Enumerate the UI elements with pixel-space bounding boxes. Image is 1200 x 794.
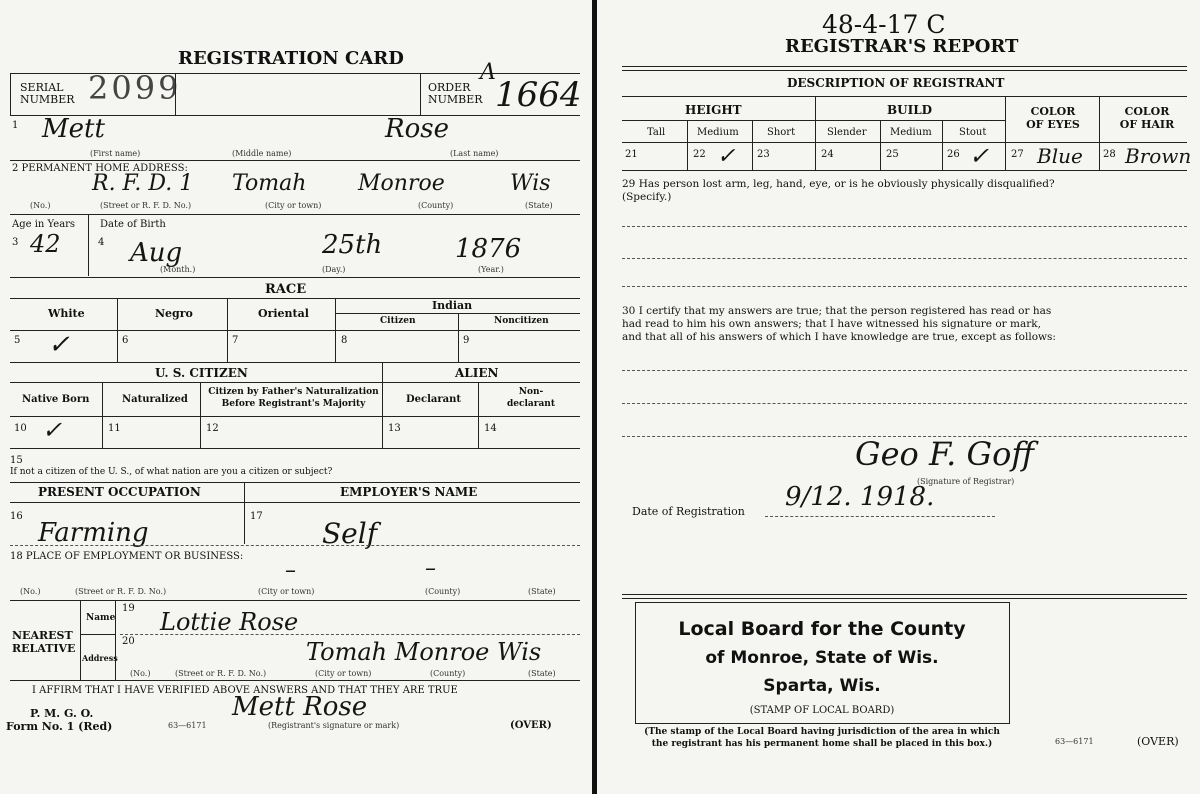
relative-address: Tomah Monroe Wis	[306, 638, 542, 666]
employer-heading: EMPLOYER'S NAME	[340, 485, 478, 499]
alien-heading: ALIEN	[455, 366, 499, 380]
native-born-label: Native Born	[22, 394, 90, 405]
field-number-14: 14	[484, 423, 497, 434]
stamp-caption: (STAMP OF LOCAL BOARD)	[749, 705, 895, 716]
caption-state-3: (State)	[528, 669, 556, 678]
form-code-left: 63—6171	[168, 721, 207, 730]
caption-last-name: (Last name)	[450, 149, 499, 158]
father-naturalization-2: Before Registrant's Majority	[221, 399, 366, 409]
field-number-5: 5	[14, 335, 21, 346]
field-number-24: 24	[821, 149, 834, 160]
over-left: (OVER)	[510, 720, 552, 731]
caption-no-3: (No.)	[130, 669, 151, 678]
field-number-11: 11	[108, 423, 121, 434]
age-value: 42	[30, 230, 61, 258]
registration-card	[0, 0, 592, 794]
certification-line-3: and that all of his answers of which I have knowledge are true, except as follows:	[622, 331, 1056, 343]
address-label: 2 PERMANENT HOME ADDRESS:	[12, 163, 188, 174]
relative-address-label: Address	[82, 653, 118, 663]
race-heading: RACE	[265, 282, 307, 297]
stout-mark: ✓	[969, 142, 990, 170]
field-number-21: 21	[625, 149, 638, 160]
signature-caption: (Registrant's signature or mark)	[268, 721, 400, 730]
occupation-heading: PRESENT OCCUPATION	[38, 485, 201, 499]
non-declarant-1: Non-	[518, 387, 544, 397]
stamp-line-2: of Monroe, State of Wis.	[705, 648, 939, 668]
field-number-19: 19	[122, 603, 135, 614]
caption-no-2: (No.)	[20, 587, 41, 596]
caption-state: (State)	[525, 201, 553, 210]
field-number-13: 13	[388, 423, 401, 434]
over-right: (OVER)	[1137, 735, 1179, 748]
stamp-note-1: (The stamp of the Local Board having jurisdiction of the area in which	[644, 727, 1000, 737]
stamp-line-3: Sparta, Wis.	[763, 676, 881, 696]
us-citizen-heading: U. S. CITIZEN	[155, 366, 248, 380]
field-number-23: 23	[757, 149, 770, 160]
caption-middle-name: (Middle name)	[232, 149, 292, 158]
field-number-22: 22	[693, 149, 706, 160]
naturalized-label: Naturalized	[122, 394, 188, 405]
field-number-10: 10	[14, 423, 27, 434]
date-label: Date of Registration	[632, 505, 745, 518]
color-eyes-2: OF EYES	[1026, 118, 1080, 131]
occupation-value: Farming	[38, 518, 149, 548]
dob-label: Date of Birth	[100, 219, 166, 230]
field-number-16: 16	[10, 511, 23, 522]
place-dash-1: –	[285, 558, 296, 583]
last-name: Rose	[385, 114, 449, 144]
form-code-right: 63—6171	[1055, 737, 1094, 746]
caption-month: (Month.)	[160, 265, 196, 274]
caption-year: (Year.)	[478, 265, 504, 274]
file-number: 48-4-17 C	[822, 10, 946, 39]
field-number-4: 4	[98, 237, 105, 248]
certification-line-1: 30 I certify that my answers are true; that the person registered has read or has	[622, 305, 1052, 317]
father-naturalization-1: Citizen by Father's Naturalization	[208, 387, 379, 397]
address-rfd: R. F. D. 1	[92, 171, 194, 196]
race-citizen: Citizen	[380, 316, 416, 326]
stout-label: Stout	[959, 127, 987, 138]
race-indian: Indian	[432, 299, 473, 312]
race-white: White	[48, 307, 85, 320]
tall-label: Tall	[647, 127, 666, 138]
affirmation-text: I AFFIRM THAT I HAVE VERIFIED ABOVE ANSWERS AND THAT THEY ARE TRUE	[32, 685, 458, 696]
address-state: Wis	[510, 171, 551, 196]
certification-line-2: had read to him his own answers; that I have witnessed his signature or mark,	[622, 318, 1041, 330]
color-hair-2: OF HAIR	[1119, 118, 1175, 131]
address-county: Monroe	[358, 171, 445, 196]
registration-date: 9/12. 1918.	[785, 482, 935, 512]
caption-state-2: (State)	[528, 587, 556, 596]
caption-county-2: (County)	[425, 587, 461, 596]
caption-first-name: (First name)	[90, 149, 141, 158]
color-eyes-1: COLOR	[1030, 105, 1076, 118]
field-number-7: 7	[232, 335, 239, 346]
caption-city-2: (City or town)	[258, 587, 315, 596]
field-number-1: 1	[12, 120, 19, 131]
order-prefix: A	[480, 60, 496, 85]
first-name: Mett	[42, 114, 105, 144]
field-number-6: 6	[122, 335, 129, 346]
employer-value: Self	[322, 517, 378, 550]
caption-street-3: (Street or R. F. D. No.)	[175, 669, 267, 678]
eye-color: Blue	[1037, 144, 1083, 168]
declarant-label: Declarant	[406, 394, 462, 405]
nationality-question: If not a citizen of the U. S., of what nation are you a citizen or subject?	[10, 467, 333, 477]
report-title: REGISTRAR'S REPORT	[785, 36, 1019, 57]
field-number-17: 17	[250, 511, 263, 522]
caption-county: (County)	[418, 201, 454, 210]
medium-height-label: Medium	[697, 127, 739, 138]
height-heading: HEIGHT	[685, 103, 742, 117]
hair-color: Brown	[1125, 144, 1192, 168]
address-city: Tomah	[232, 171, 307, 196]
dob-year: 1876	[455, 234, 522, 264]
slender-label: Slender	[827, 127, 867, 138]
field-number-27: 27	[1011, 149, 1024, 160]
short-label: Short	[767, 127, 796, 138]
white-mark: ✓	[48, 330, 70, 360]
description-heading: DESCRIPTION OF REGISTRANT	[787, 76, 1005, 90]
serial-label: SERIAL NUMBER	[20, 81, 75, 106]
stamp-note-2: the registrant has his permanent home shall be placed in this box.)	[651, 739, 993, 749]
nearest-relative-1: NEAREST	[12, 629, 73, 642]
caption-street: (Street or R. F. D. No.)	[100, 201, 192, 210]
medium-build-label: Medium	[890, 127, 932, 138]
race-noncitizen: Noncitizen	[494, 316, 549, 326]
registrar-signature-caption: (Signature of Registrar)	[917, 477, 1015, 486]
order-number: 1664	[495, 75, 582, 115]
relative-name-label: Name	[86, 613, 116, 623]
race-negro: Negro	[155, 307, 193, 320]
card-title: REGISTRATION CARD	[178, 48, 404, 69]
field-number-8: 8	[341, 335, 348, 346]
place-dash-2: –	[425, 556, 436, 581]
caption-city-3: (City or town)	[315, 669, 372, 678]
dob-day: 25th	[322, 230, 383, 260]
caption-day: (Day.)	[322, 265, 346, 274]
serial-number: 2099	[88, 69, 182, 107]
place-of-employment-label: 18 PLACE OF EMPLOYMENT OR BUSINESS:	[10, 551, 244, 562]
non-declarant-2: declarant	[506, 399, 556, 409]
color-hair-1: COLOR	[1124, 105, 1170, 118]
stamp-line-1: Local Board for the County	[678, 618, 966, 640]
race-oriental: Oriental	[258, 307, 309, 320]
caption-city: (City or town)	[265, 201, 322, 210]
caption-no: (No.)	[30, 201, 51, 210]
relative-name: Lottie Rose	[160, 608, 299, 636]
caption-street-2: (Street or R. F. D. No.)	[75, 587, 167, 596]
form-number: Form No. 1 (Red)	[6, 720, 113, 733]
pmgo-label: P. M. G. O.	[30, 707, 94, 720]
order-label: ORDER NUMBER	[428, 81, 483, 106]
registrars-report	[597, 0, 1200, 794]
disqualification-question: 29 Has person lost arm, leg, hand, eye, or is he obviously physically disqualified?	[622, 178, 1055, 190]
field-number-3: 3	[12, 237, 19, 248]
field-number-28: 28	[1103, 149, 1116, 160]
nearest-relative-2: RELATIVE	[12, 642, 76, 655]
dob-month: Aug	[130, 238, 183, 268]
field-number-20: 20	[122, 636, 135, 647]
field-number-9: 9	[463, 335, 470, 346]
build-heading: BUILD	[887, 103, 933, 117]
disqualification-specify: (Specify.)	[622, 191, 672, 203]
field-number-26: 26	[947, 149, 960, 160]
field-number-25: 25	[886, 149, 899, 160]
age-label: Age in Years	[12, 219, 76, 230]
native-born-mark: ✓	[42, 416, 63, 444]
field-number-15: 15	[10, 455, 23, 466]
field-number-12: 12	[206, 423, 219, 434]
medium-height-mark: ✓	[717, 144, 736, 169]
registrar-signature: Geo F. Goff	[855, 435, 1034, 473]
caption-county-3: (County)	[430, 669, 466, 678]
registrant-signature: Mett Rose	[232, 692, 368, 722]
